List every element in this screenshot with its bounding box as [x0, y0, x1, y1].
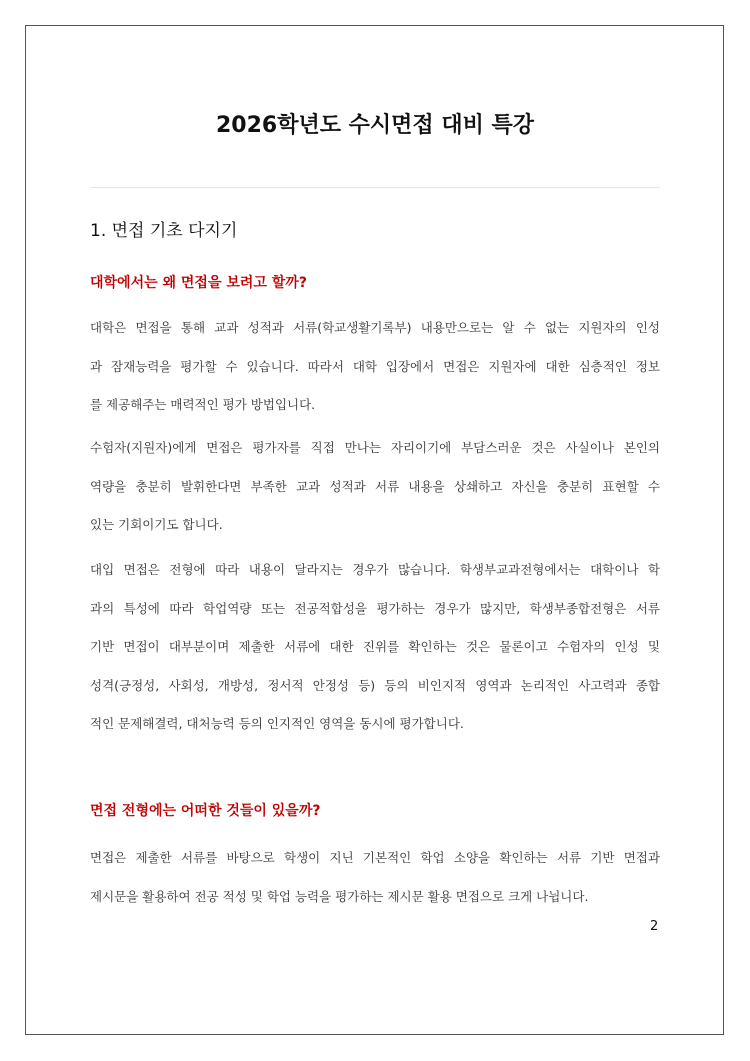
paragraph — [90, 438, 660, 554]
paragraph — [90, 560, 660, 753]
title-divider — [90, 187, 660, 188]
paragraph-line: 과의 특성에 따라 학업역량 또는 전공적합성을 평가하는 경우가 많지만, 학생부종합전형은 서류 — [90, 600, 660, 616]
paragraph-line: 제시문을 활용하여 전공 적성 및 학업 능력을 평가하는 제시문 활용 면접으로 크게 나뉩니다. — [90, 888, 589, 904]
paragraph — [90, 318, 660, 434]
paragraph-line: 역량을 충분히 발휘한다면 부족한 교과 성적과 서류 내용을 상쇄하고 자신을 충분히 표현할 수 — [90, 478, 660, 494]
paragraph-line: 적인 문제해결력, 대처능력 등의 인지적인 영역을 동시에 평가합니다. — [90, 716, 464, 731]
paragraph-line: 수험자(지원자)에게 면접은 평가자를 직접 만나는 자리이기에 부담스러운 것은 사실이나 본인의 — [90, 440, 660, 455]
paragraph-line: 대학은 면접을 통해 교과 성적과 서류(학교생활기록부) 내용만으로는 알 수 없는 지원자의 인성 — [90, 320, 660, 335]
subsection-heading: 면접 전형에는 어떠한 것들이 있을까? — [90, 803, 321, 819]
paragraph-line: 있는 기회이기도 합니다. — [90, 517, 223, 532]
paragraph-line: 기반 면접이 대부분이며 제출한 서류에 대한 진위를 확인하는 것은 물론이고 수험자의 인성 및 — [90, 639, 660, 654]
paragraph-line: 면접은 제출한 서류를 바탕으로 학생이 지닌 기본적인 학업 소양을 확인하는 서류 기반 면접과 — [90, 850, 660, 865]
paragraph-line: 를 제공해주는 매력적인 평가 방법입니다. — [90, 397, 316, 412]
section-heading: 1. 면접 기초 다지기 — [90, 221, 238, 241]
document-title: 2026학년도 수시면접 대비 특강 — [216, 113, 534, 138]
paragraph — [90, 848, 660, 925]
paragraph-line: 과 잠재능력을 평가할 수 있습니다. 따라서 대학 입장에서 면접은 지원자에 대한 심층적인 정보 — [90, 358, 660, 374]
subsection-heading: 대학에서는 왜 면접을 보려고 할까? — [90, 275, 307, 291]
page-number: 2 — [650, 919, 659, 934]
paragraph-line: 성격(긍정성, 사회성, 개방성, 정서적 안정성 등) 등의 비인지적 영역과 논리적인 사고력과 종합 — [90, 677, 660, 693]
paragraph-line: 대입 면접은 전형에 따라 내용이 달라지는 경우가 많습니다. 학생부교과전형에서는 대학이나 학 — [90, 562, 660, 577]
